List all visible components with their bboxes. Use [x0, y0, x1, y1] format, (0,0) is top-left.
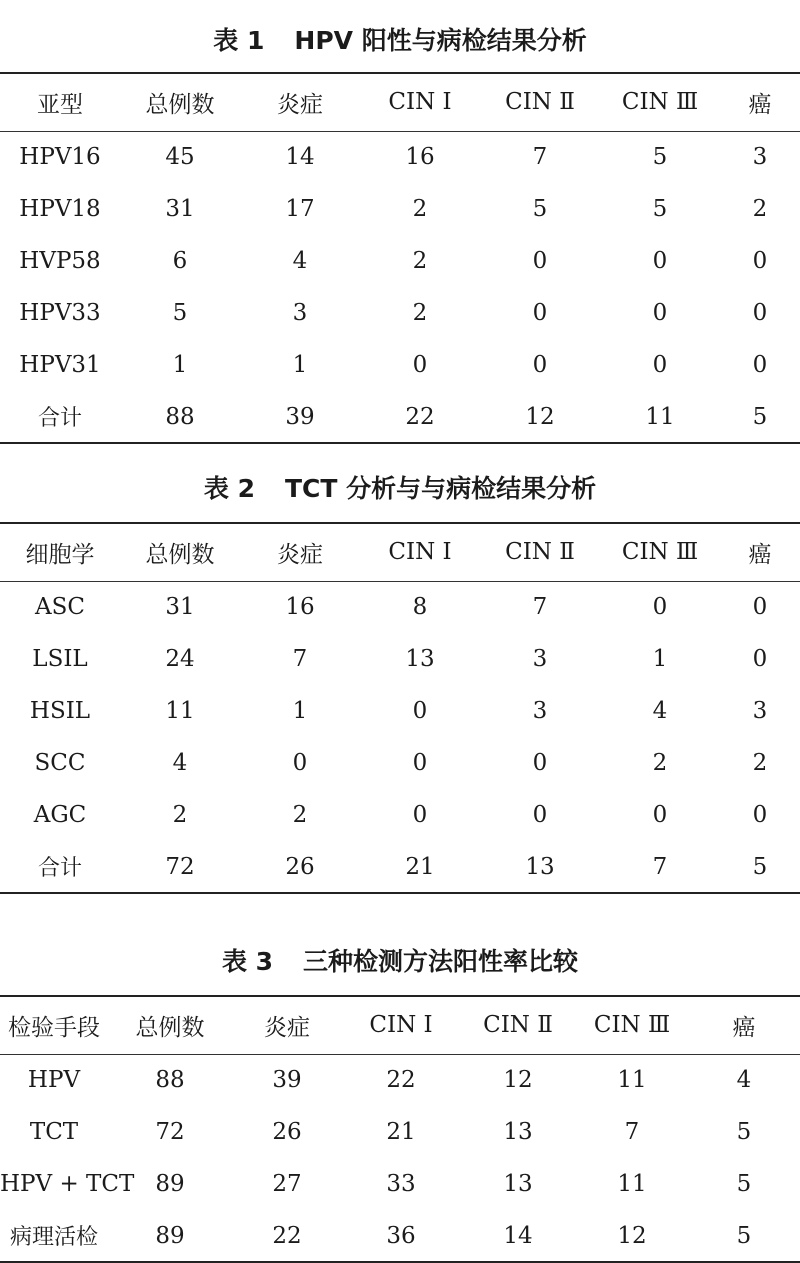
table-cell: 13	[503, 1119, 533, 1145]
table-cell: 2	[172, 802, 188, 828]
row-label-cell: AGC	[33, 802, 87, 828]
table-cell: 72	[155, 1119, 185, 1145]
column-header: CIN Ⅱ	[460, 996, 576, 1054]
table-cell: 7	[292, 646, 308, 672]
table-cell: 14	[503, 1222, 533, 1249]
column-header: CIN Ⅲ	[600, 523, 720, 581]
row-label-cell: 合计	[37, 406, 82, 431]
table-2-caption	[0, 474, 800, 504]
table-cell: 39	[285, 403, 315, 430]
table-cell: 13	[405, 646, 435, 672]
column-header: 检验手段	[0, 996, 108, 1054]
column-header: CIN Ⅲ	[600, 73, 720, 131]
table-3-caption	[0, 947, 800, 977]
table-cell: 3	[752, 698, 768, 724]
table-cell: 4	[736, 1067, 752, 1094]
table-2-number: 表 2	[203, 474, 255, 503]
column-header: CIN Ⅰ	[360, 73, 480, 131]
table-cell: 7	[624, 1119, 640, 1145]
table-cell: 27	[272, 1171, 302, 1197]
table-cell: 0	[652, 802, 668, 828]
table-cell: 8	[412, 594, 428, 621]
table-cell: 2	[752, 196, 768, 222]
table-header-row	[0, 73, 800, 131]
table-cell: 0	[412, 750, 428, 776]
table-cell: 6	[172, 248, 188, 274]
table-cell: 72	[165, 853, 195, 880]
table-cell: 24	[165, 646, 195, 672]
table-cell: 17	[285, 196, 315, 222]
table-cell: 3	[532, 646, 548, 672]
table-row	[0, 1054, 800, 1106]
table-1-caption	[0, 26, 800, 56]
table-2-title: TCT 分析与与病检结果分析	[284, 474, 597, 503]
table-cell: 16	[405, 144, 435, 171]
column-header: 细胞学	[0, 523, 120, 581]
table-cell: 2	[652, 750, 668, 776]
table-cell: 2	[412, 300, 428, 326]
table-cell: 39	[272, 1067, 302, 1094]
column-header: 炎症	[240, 523, 360, 581]
row-label-cell: TCT	[29, 1119, 79, 1145]
table-row	[0, 183, 800, 235]
column-header: 癌	[720, 523, 800, 581]
table-cell: 33	[386, 1171, 416, 1197]
table-cell: 36	[386, 1222, 416, 1249]
column-header: CIN Ⅰ	[342, 996, 460, 1054]
table-cell: 12	[503, 1067, 533, 1094]
table-cell: 11	[617, 1067, 647, 1094]
column-header: 总例数	[120, 73, 240, 131]
table-cell: 0	[752, 594, 768, 621]
row-label-cell: HPV31	[19, 352, 101, 378]
column-header: 癌	[688, 996, 800, 1054]
table-cell: 0	[652, 248, 668, 274]
table-cell: 0	[652, 594, 668, 621]
table-cell: 5	[752, 853, 768, 880]
table-cell: 2	[292, 802, 308, 828]
column-header: 总例数	[108, 996, 232, 1054]
table-cell: 31	[165, 594, 195, 621]
table-row	[0, 391, 800, 443]
table-cell: 0	[752, 646, 768, 672]
column-header: CIN Ⅱ	[480, 73, 600, 131]
column-header: 炎症	[240, 73, 360, 131]
table-header-row	[0, 523, 800, 581]
column-header: 总例数	[120, 523, 240, 581]
table-cell: 3	[292, 300, 308, 326]
table-cell: 5	[652, 196, 668, 222]
table-cell: 0	[652, 300, 668, 326]
table-cell: 0	[412, 698, 428, 724]
table-cell: 22	[386, 1067, 416, 1094]
table-1-number: 表 1	[213, 26, 265, 55]
table-cell: 5	[752, 403, 768, 430]
table-cell: 0	[532, 802, 548, 828]
table-cell: 26	[272, 1119, 302, 1145]
table-cell: 11	[165, 698, 195, 724]
table-cell: 1	[292, 698, 308, 724]
column-header: 亚型	[0, 73, 120, 131]
table-row	[0, 789, 800, 841]
table-cell: 21	[386, 1119, 416, 1145]
table-row	[0, 1106, 800, 1158]
table-cell: 22	[272, 1222, 302, 1249]
table-3	[0, 995, 800, 1263]
table-3-number: 表 3	[221, 947, 274, 976]
table-cell: 16	[285, 594, 315, 621]
table-row	[0, 841, 800, 893]
table-cell: 88	[155, 1067, 185, 1094]
table-cell: 2	[412, 248, 428, 274]
table-1-title: HPV 阳性与病检结果分析	[294, 26, 587, 55]
table-cell: 89	[155, 1222, 185, 1249]
row-label-cell: LSIL	[32, 646, 88, 672]
row-label-cell: ASC	[35, 594, 85, 621]
table-cell: 11	[645, 403, 675, 430]
table-cell: 4	[172, 750, 188, 776]
table-cell: 4	[292, 248, 308, 274]
table-cell: 0	[752, 802, 768, 828]
table-cell: 31	[165, 196, 195, 222]
row-label-cell: 合计	[37, 856, 82, 881]
row-label-cell: HSIL	[29, 698, 91, 724]
table-cell: 21	[405, 853, 435, 880]
table-row	[0, 287, 800, 339]
table-cell: 7	[532, 594, 548, 621]
column-header: CIN Ⅲ	[576, 996, 688, 1054]
table-cell: 5	[652, 144, 668, 171]
table-cell: 0	[532, 750, 548, 776]
table-row	[0, 737, 800, 789]
table-cell: 0	[752, 300, 768, 326]
table-cell: 5	[736, 1119, 752, 1145]
row-label-cell: HVP58	[19, 248, 101, 274]
row-label-cell: HPV	[27, 1067, 81, 1094]
table-row	[0, 1158, 800, 1210]
table-cell: 89	[155, 1171, 185, 1197]
table-cell: 2	[752, 750, 768, 776]
table-cell: 0	[752, 248, 768, 274]
table-3-title: 三种检测方法阳性率比较	[303, 947, 579, 976]
table-cell: 4	[652, 698, 668, 724]
table-cell: 13	[503, 1171, 533, 1197]
table-cell: 1	[652, 646, 668, 672]
table-cell: 11	[617, 1171, 647, 1197]
row-label-cell: HPV16	[19, 144, 101, 171]
table-cell: 14	[285, 144, 315, 171]
table-cell: 5	[736, 1222, 752, 1249]
column-header: 癌	[720, 73, 800, 131]
table-row	[0, 339, 800, 391]
column-header: CIN Ⅱ	[480, 523, 600, 581]
table-row	[0, 131, 800, 183]
table-row	[0, 633, 800, 685]
row-label-cell: HPV33	[19, 300, 101, 326]
table-cell: 1	[292, 352, 308, 378]
row-label-cell: 病理活检	[9, 1225, 98, 1250]
table-2	[0, 522, 800, 894]
table-cell: 88	[165, 403, 195, 430]
table-cell: 45	[165, 144, 195, 171]
table-row	[0, 581, 800, 633]
table-cell: 13	[525, 853, 555, 880]
table-cell: 12	[525, 403, 555, 430]
table-cell: 0	[292, 750, 308, 776]
table-cell: 0	[652, 352, 668, 378]
table-cell: 3	[532, 698, 548, 724]
table-cell: 22	[405, 403, 435, 430]
table-cell: 0	[532, 300, 548, 326]
table-cell: 1	[172, 352, 188, 378]
table-cell: 12	[617, 1222, 647, 1249]
column-header: 炎症	[232, 996, 342, 1054]
row-label-cell: HPV + TCT	[0, 1171, 135, 1197]
row-label-cell: SCC	[34, 750, 86, 776]
table-1	[0, 72, 800, 444]
table-cell: 0	[752, 352, 768, 378]
table-cell: 0	[412, 352, 428, 378]
row-label-cell: HPV18	[19, 196, 101, 222]
table-cell: 0	[532, 352, 548, 378]
table-row	[0, 1210, 800, 1262]
table-cell: 7	[532, 144, 548, 171]
table-cell: 0	[532, 248, 548, 274]
table-row	[0, 235, 800, 287]
column-header: CIN Ⅰ	[360, 523, 480, 581]
table-cell: 3	[752, 144, 768, 171]
table-cell: 0	[412, 802, 428, 828]
table-cell: 5	[532, 196, 548, 222]
table-cell: 5	[172, 300, 188, 326]
table-cell: 2	[412, 196, 428, 222]
table-row	[0, 685, 800, 737]
table-cell: 26	[285, 853, 315, 880]
table-header-row	[0, 996, 800, 1054]
table-cell: 7	[652, 853, 668, 880]
table-cell: 5	[736, 1171, 752, 1197]
